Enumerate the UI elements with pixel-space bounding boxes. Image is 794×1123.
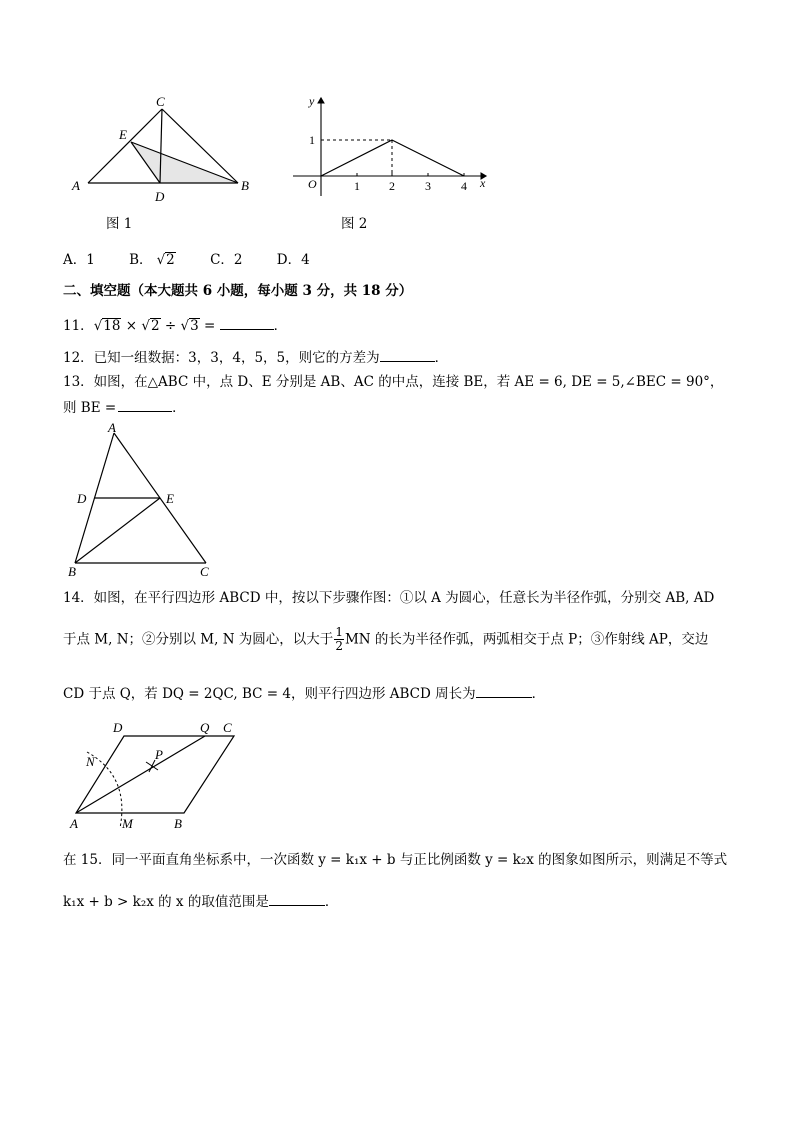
figure-1 <box>60 92 260 204</box>
fig2-xtick-1: 1 <box>354 179 360 193</box>
segment-ac <box>88 109 162 183</box>
answer-blank-12[interactable] <box>380 349 435 362</box>
question-11: 11．√18 × √2 ÷ √3 = ． <box>63 318 288 334</box>
q14-label-a: A <box>70 816 78 831</box>
q13-label-b: B <box>68 564 76 579</box>
fig2-xtick-4: 4 <box>461 179 467 193</box>
fig1-label-a: A <box>72 178 80 193</box>
q10-options <box>63 252 310 268</box>
option-a: A．1 <box>63 252 95 268</box>
ray-ap <box>76 736 205 813</box>
q14-label-m: M <box>122 816 133 831</box>
q14-label-p: P <box>155 747 163 762</box>
question-14-line-2: 于点 M, N；②分别以 M, N 为圆心，以大于 $\frac{1}{2}$ MN 的长为半径作弧，两弧相交于点 P；③作射线 AP，交边 <box>63 625 709 653</box>
answer-blank-11[interactable] <box>220 317 274 330</box>
q13-label-e: E <box>166 491 174 506</box>
fig2-xtick-2: 2 <box>389 179 395 193</box>
answer-blank-14[interactable] <box>476 685 532 698</box>
segment-be <box>75 498 160 563</box>
figure-2 <box>288 92 493 204</box>
question-15-line-2: k₁x + b > k₂x 的 x 的取值范围是 ． <box>63 894 339 910</box>
fig1-label-e: E <box>119 127 127 142</box>
question-13-line-2: 则 BE = ． <box>63 400 186 416</box>
fig2-y-label: y <box>309 94 315 108</box>
answer-blank-13[interactable] <box>118 399 172 412</box>
question-12: 12．已知一组数据：3，3，4，5，5，则它的方差为 ． <box>63 350 449 366</box>
q14-label-c: C <box>223 720 232 735</box>
figure-q13 <box>60 420 220 580</box>
q14-label-d: D <box>113 720 123 735</box>
q14-label-q: Q <box>200 720 210 735</box>
option-c: C．2 <box>210 252 243 268</box>
fig1-label-c: C <box>156 94 165 109</box>
fraction-one-half: $\frac{1}{2}$ <box>335 625 343 653</box>
fig2-x-label: x <box>480 176 486 190</box>
fig2-origin: O <box>308 177 317 191</box>
question-14-line-3: CD 于点 Q，若 DQ = 2QC, BC = 4，则平行四边形 ABCD 周长为 ． <box>63 686 546 702</box>
fig1-caption: 图 1 <box>106 216 133 232</box>
fig2-ytick-1: 1 <box>309 133 315 147</box>
fig1-label-b: B <box>241 178 249 193</box>
option-b: B． √2 <box>129 252 175 268</box>
figure-q14 <box>60 716 245 836</box>
question-14-line-1: 14．如图，在平行四边形 ABCD 中，按以下步骤作图：①以 A 为圆心，任意长为半径作弧，分别交 AB, AD <box>63 590 715 606</box>
option-d: D．4 <box>276 252 310 268</box>
q13-label-c: C <box>200 564 209 579</box>
section-2-title: 二、填空题（本大题共 6 小题，每小题 3 分，共 18 分） <box>63 283 413 299</box>
fig1-label-d: D <box>155 189 165 204</box>
q13-label-a: A <box>108 420 116 435</box>
fig2-xtick-3: 3 <box>425 179 431 193</box>
q14-label-b: B <box>174 816 182 831</box>
fig2-caption: 图 2 <box>341 216 368 232</box>
q13-label-d: D <box>77 491 87 506</box>
question-15-line-1: 在 15．同一平面直角坐标系中，一次函数 y = k₁x + b 与正比例函数 y = k₂x 的图象如图所示，则满足不等式 <box>63 852 728 868</box>
answer-blank-15[interactable] <box>269 893 325 906</box>
question-13-line-1: 13．如图，在△ABC 中，点 D、E 分别是 AB、AC 的中点，连接 BE，若 AE = 6, DE = 5,∠BEC = 90°， <box>63 374 724 390</box>
q14-label-n: N <box>86 754 95 769</box>
